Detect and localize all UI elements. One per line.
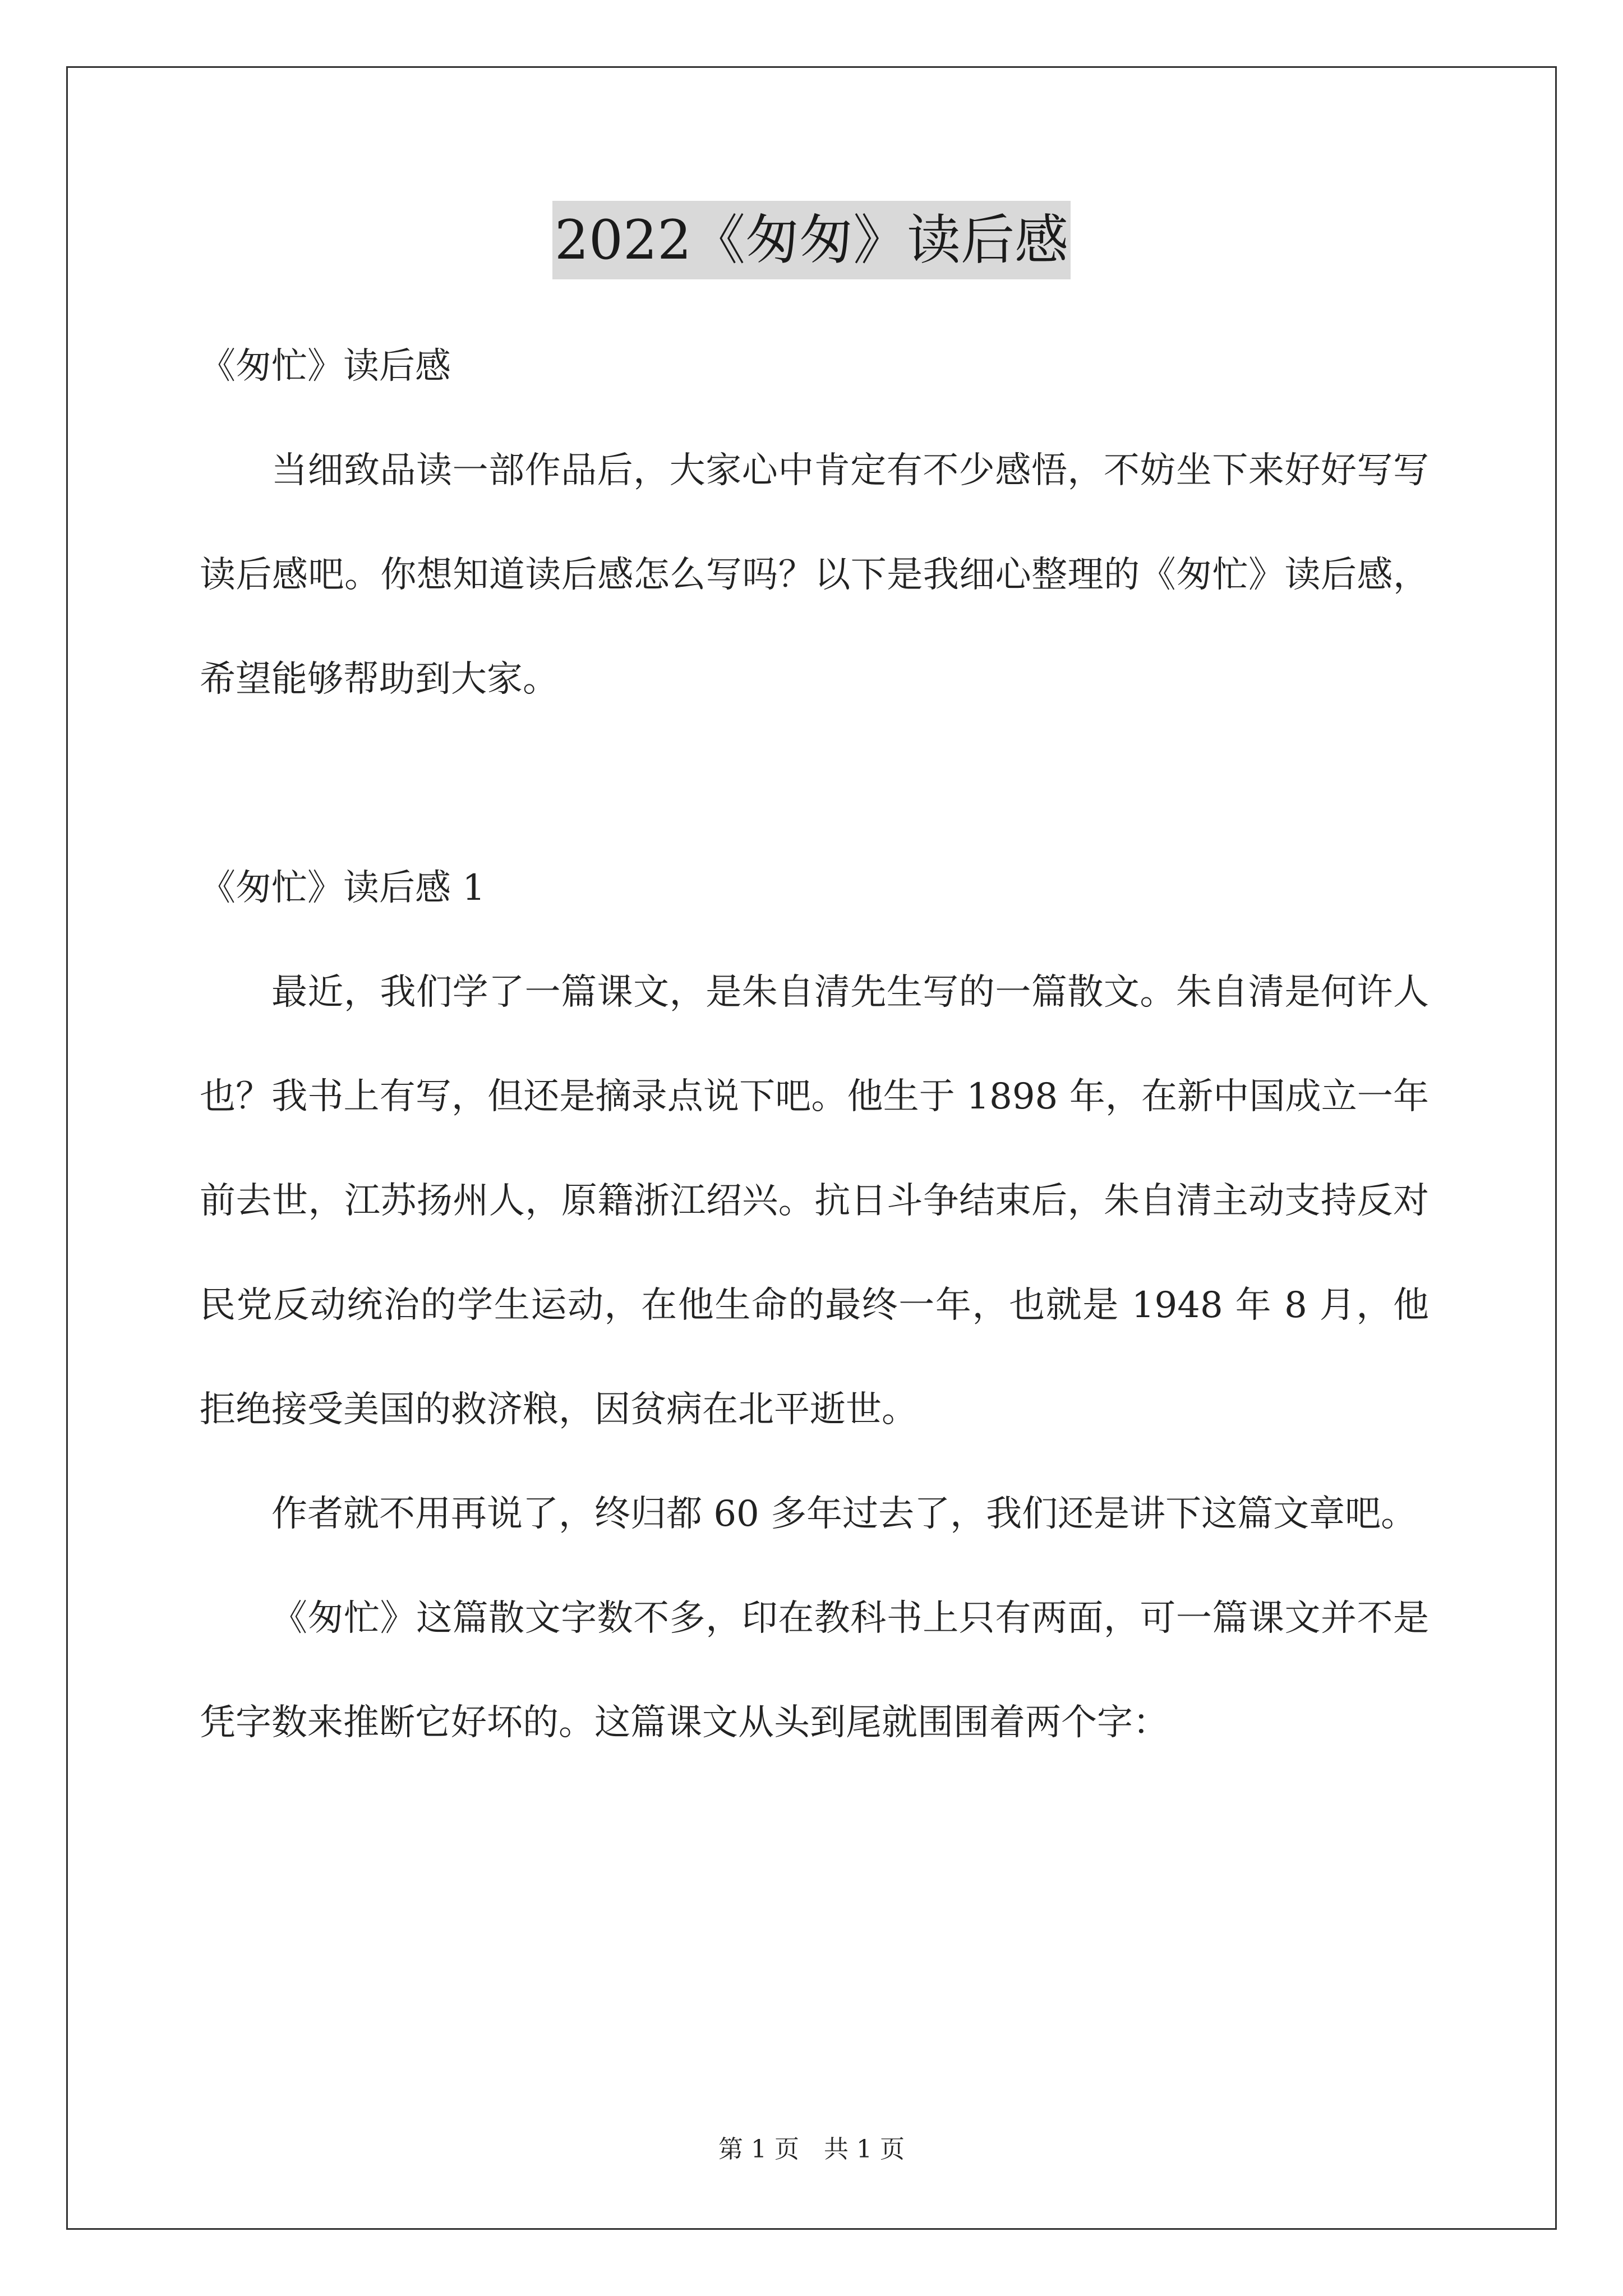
paragraph-body: 最近，我们学了一篇课文，是朱自清先生写的一篇散文。朱自清是何许人也？我书上有写，但还是摘录点说下吧。他生于 1898 年，在新中国成立一年前去世，江苏扬州人，原籍浙江绍兴。抗日斗争结束后，朱自清主动支持反对民党反动统治的学生运动，在他生命的最终一年，也就是 1948 年 8 月，他拒绝接受美国的救济粮，因贫病在北平逝世。 [200, 972, 1429, 1430]
paragraph-body: 作者就不用再说了，终归都 60 多年过去了，我们还是讲下这篇文章吧。 [271, 1493, 1417, 1535]
paragraph-heading: 《匆忙》读后感 [200, 346, 451, 387]
paragraph-gap [200, 731, 1429, 836]
page-number: 第 1 页 共 1 页 [718, 2135, 905, 2164]
paragraph-intro: 当细致品读一部作品后，大家心中肯定有不少感悟，不妨坐下来好好写写读后感吧。你想知道读后感怎么写吗？以下是我细心整理的《匆忙》读后感，希望能够帮助到大家。 [200, 450, 1429, 700]
document-body [200, 314, 1429, 1775]
document-title: 2022《匆匆》读后感 [552, 201, 1071, 279]
page-footer [0, 2133, 1623, 2166]
section-heading: 《匆忙》读后感 1 [200, 867, 486, 909]
paragraph-body: 《匆忙》这篇散文字数不多，印在教科书上只有两面，可一篇课文并不是凭字数来推断它好坏的。这篇课文从头到尾就围围着两个字： [200, 1598, 1429, 1743]
title-container [0, 201, 1623, 279]
